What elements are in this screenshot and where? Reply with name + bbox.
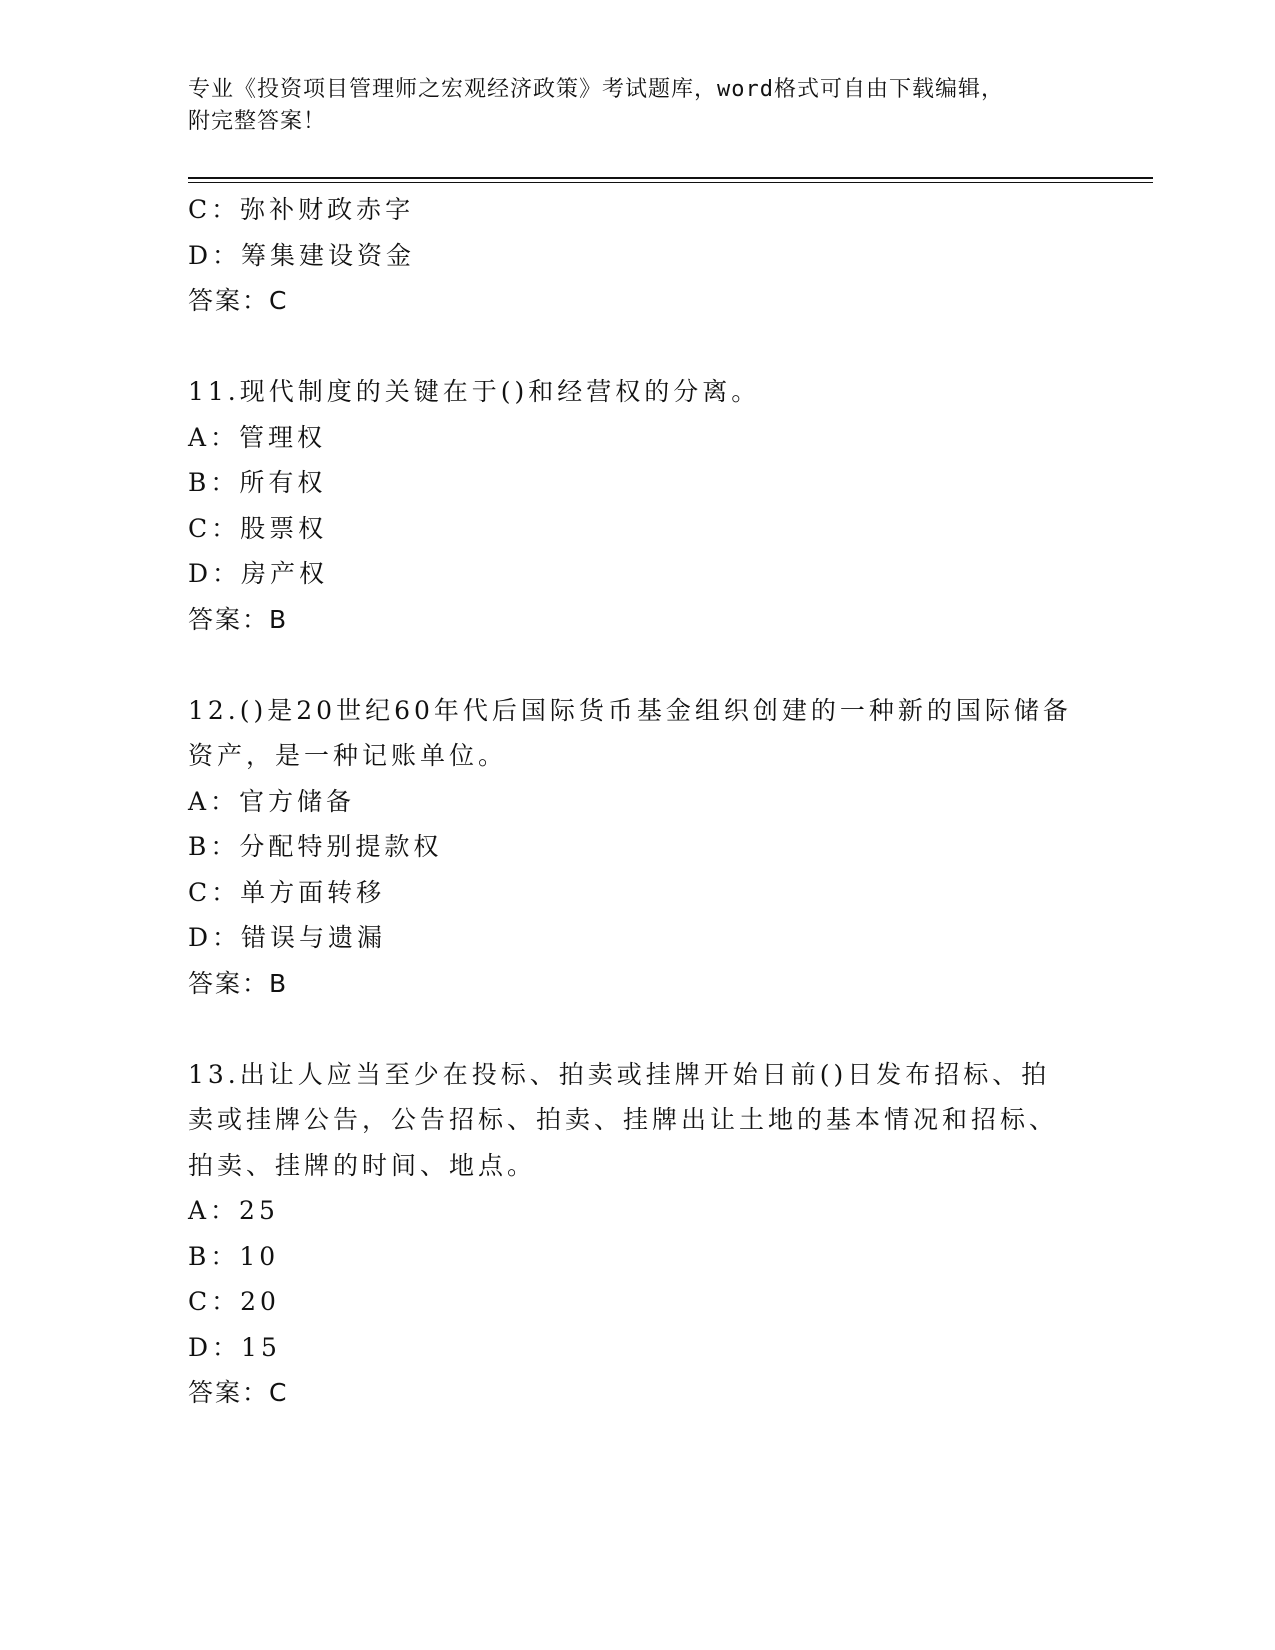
question-13 (188, 1052, 1088, 1416)
answer-line: 答案：B (188, 604, 289, 634)
question-10-continued (188, 187, 1088, 324)
document-header (188, 74, 1068, 138)
option-d: D：错误与遗漏 (188, 923, 387, 952)
option-b: B：所有权 (188, 468, 327, 497)
option-c: C：单方面转移 (188, 877, 386, 907)
question-stem: 11.现代制度的关键在于()和经营权的分离。 (188, 377, 761, 406)
option-a: A：管理权 (188, 422, 327, 452)
spacer (188, 324, 1088, 370)
option-c: C：20 (188, 1287, 280, 1316)
answer-line: 答案：C (188, 286, 289, 315)
answer-line: 答案：B (188, 968, 289, 998)
header-divider-thin (188, 182, 1153, 183)
header-line-1: 专业《投资项目管理师之宏观经济政策》考试题库，word格式可自由下载编辑， (188, 77, 1004, 102)
spacer (188, 642, 1088, 688)
option-d: D：筹集建设资金 (188, 240, 416, 270)
header-divider-thick (188, 177, 1153, 179)
question-11 (188, 369, 1088, 642)
option-b: B：分配特别提款权 (188, 832, 443, 861)
option-c: C：股票权 (188, 513, 328, 543)
option-a: A：25 (188, 1196, 279, 1225)
answer-line: 答案：C (188, 1378, 289, 1407)
spacer (188, 1006, 1088, 1052)
option-d: D：房产权 (188, 559, 329, 588)
option-b: B：10 (188, 1241, 280, 1271)
option-a: A：官方储备 (188, 786, 356, 816)
option-d: D：15 (188, 1332, 281, 1362)
question-list (188, 187, 1088, 1416)
question-stem: 12.()是20世纪60年代后国际货币基金组织创建的一种新的国际储备资产，是一种记账单位。 (188, 695, 1072, 770)
option-c: C：弥补财政赤字 (188, 195, 415, 224)
question-stem: 13.出让人应当至少在投标、拍卖或挂牌开始日前()日发布招标、拍卖或挂牌公告，公告招标、拍卖、挂牌出让土地的基本情况和招标、拍卖、挂牌的时间、地点。 (188, 1059, 1059, 1180)
question-12 (188, 688, 1088, 1007)
header-line-2: 附完整答案！ (188, 109, 327, 134)
